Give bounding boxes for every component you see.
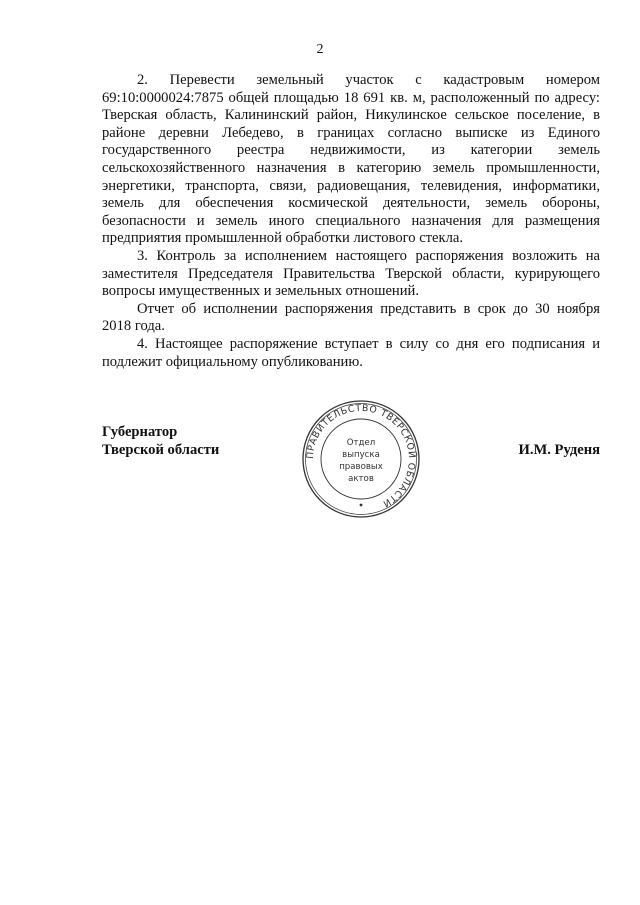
page-number: 2 xyxy=(316,42,324,57)
signatory-title xyxy=(102,424,219,459)
paragraph-report: Отчет об исполнении распоряжения представить в срок до 30 ноября 2018 года. xyxy=(102,300,600,335)
stamp-dot xyxy=(360,504,363,507)
signatory-title-line1: Губернатор xyxy=(102,424,178,440)
stamp-line1: Отдел xyxy=(346,438,376,448)
stamp-line2: выпуска xyxy=(342,450,380,460)
paragraph-2: 2. Перевести земельный участок с кадастровым номером 69:10:0000024:7875 общей площадью 18 691 кв. м, расположенный по адресу: Тверская область, Калининский район, Никулинское сельское поселение, в районе деревни Лебедево, в границах согласно выписке из Единого государственного реестра недвижимости, из категории земель сельскохозяйственного назначения в категорию земель промышленности, энергетики, транспорта, связи, радиовещания, телевидения, информатики, земель для обеспечения космической деятельности, земель обороны, безопасности и земель иного специального назначения для размещения предприятия промышленной обработки листового стекла. xyxy=(102,72,600,247)
signatory-title-line2: Тверской области xyxy=(102,441,220,458)
stamp-ring-text: ПРАВИТЕЛЬСТВО ТВЕРСКОЙ ОБЛАСТИ xyxy=(304,402,418,510)
stamp-line3: правовых xyxy=(339,462,383,472)
paragraph-3: 3. Контроль за исполнением настоящего распоряжения возложить на заместителя Председателя Правительства Тверской области, курирующего вопросы имущественных и земельных отношений. xyxy=(102,247,600,300)
stamp-line4: актов xyxy=(348,474,374,484)
document-body xyxy=(102,72,600,371)
paragraph-4: 4. Настоящее распоряжение вступает в силу со дня его подписания и подлежит официальному опубликованию. xyxy=(102,335,600,370)
official-stamp xyxy=(300,398,422,520)
signatory-name: И.М. Руденя xyxy=(518,442,600,458)
